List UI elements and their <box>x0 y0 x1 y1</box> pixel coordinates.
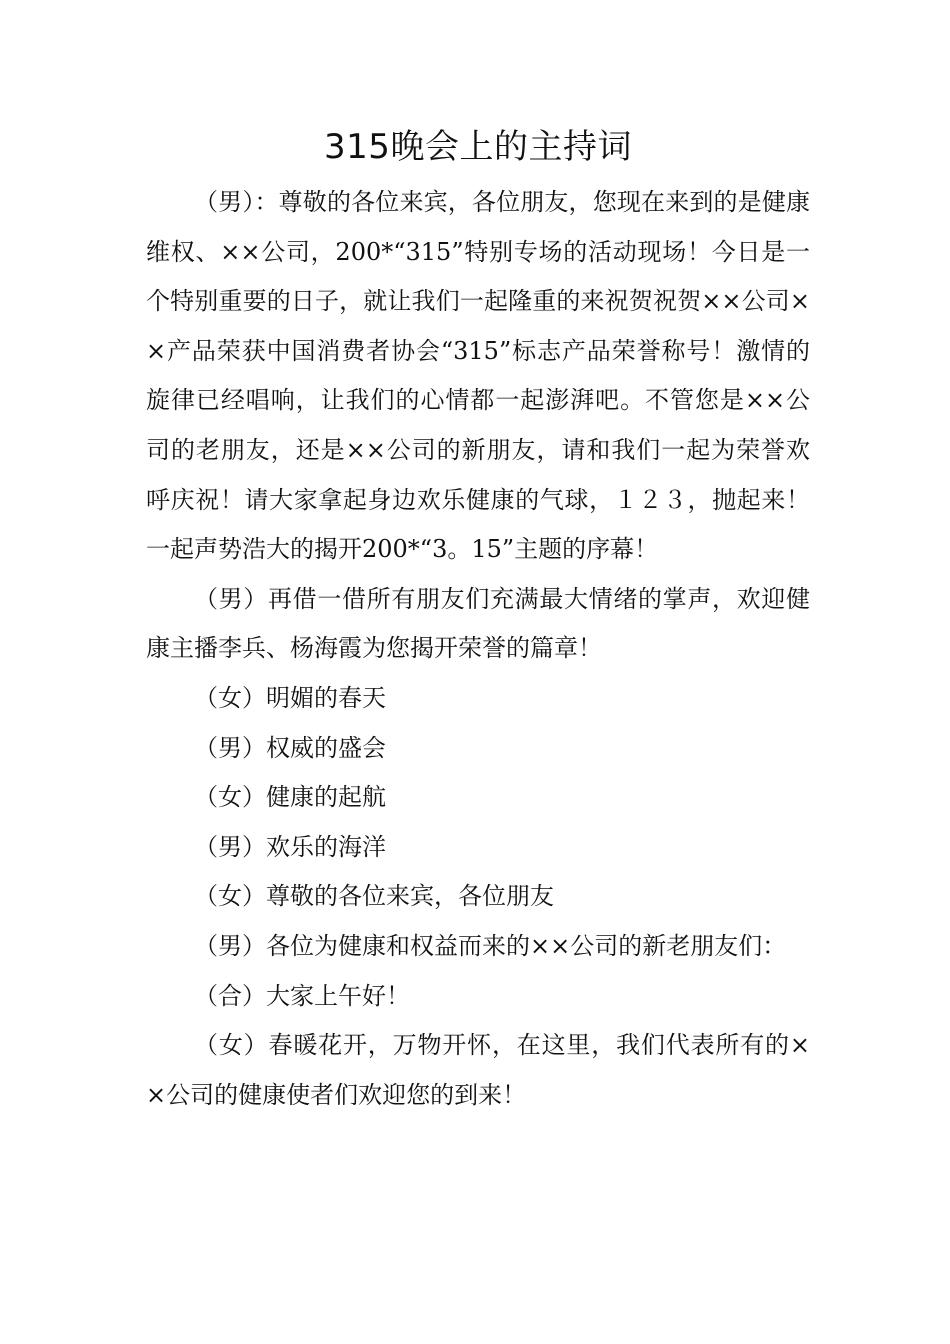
paragraph-ocean: （男）欢乐的海洋 <box>194 832 386 861</box>
paragraph-greeting-together: （合）大家上午好！ <box>194 981 410 1010</box>
paragraph-event: （男）权威的盛会 <box>194 733 386 762</box>
paragraph-launch: （女）健康的起航 <box>194 783 386 812</box>
document-title: 315晚会上的主持词 <box>324 127 632 167</box>
paragraph-greeting-female: （女）尊敬的各位来宾，各位朋友 <box>194 882 554 911</box>
paragraph-opening: （男）：尊敬的各位来宾，各位朋友，您现在来到的是健康维权、××公司，200*“315”特别专场的活动现场！今日是一个特别重要的日子，就让我们一起隆重的来祝贺祝贺××公司××产品荣获中国消费者协会“315”标志产品荣誉称号！激情的旋律已经唱响，让我们的心情都一起澎湃吧。不管您是××公司的老朋友，还是××公司的新朋友，请和我们一起为荣誉欢呼庆祝！请大家拿起身边欢乐健康的气球，１２３，抛起来！一起声势浩大的揭开200*“3。15”主题的序幕！ <box>146 188 810 564</box>
paragraph-spring: （女）明媚的春天 <box>194 683 386 712</box>
paragraph-greeting-male: （男）各位为健康和权益而来的××公司的新老朋友们： <box>194 931 787 960</box>
paragraph-applause: （男）再借一借所有朋友们充满最大情绪的掌声，欢迎健康主播李兵、杨海霞为您揭开荣誉的篇章！ <box>146 584 810 663</box>
paragraph-welcome: （女）春暖花开，万物开怀，在这里，我们代表所有的××公司的健康使者们欢迎您的到来！ <box>146 1031 810 1109</box>
